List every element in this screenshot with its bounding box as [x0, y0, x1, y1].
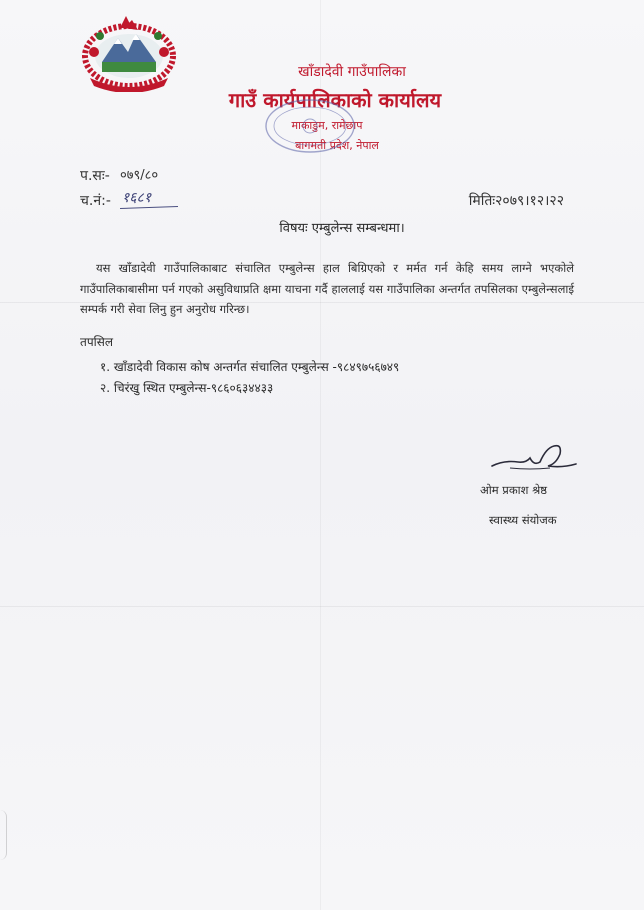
- dispatch-number-value: १६८१: [122, 190, 152, 206]
- office-stamp-icon: [262, 96, 358, 156]
- details-heading: तपसिल: [80, 335, 114, 349]
- signature-icon: [490, 440, 580, 476]
- office-province: बागमती प्रदेश, नेपाल: [295, 139, 379, 152]
- signatory-title: स्वास्थ्य संयोजक: [489, 513, 557, 527]
- letter-body: यस खाँडादेवी गाउँपालिकाबाट संचालित एम्बुलेन्स हाल बिग्रिएको र मर्मत गर्न केहि समय लाग्ने भएकोले गाउँपालिकाबासीमा पर्न गएको असुविधाप्रति क्षमा याचना गर्दै हाललाई यस गाउँपालिका अन्तर्गत तपसिलका एम्बुलेन्सलाई सम्पर्क गरी सेवा लिनु हुन अनुरोध गरिन्छ।: [80, 261, 574, 316]
- municipality-name: खाँडादेवी गाउँपालिका: [298, 64, 406, 80]
- letter-date: मितिः२०७९।१२।२२: [468, 193, 564, 209]
- page-edge-mark: [0, 810, 7, 860]
- fiscal-year-value: ०७९/८०: [120, 168, 159, 183]
- dispatch-number-label: च.नं:-: [80, 193, 111, 209]
- list-item: १. खाँडादेवी विकास कोष अन्तर्गत संचालित एम्बुलेन्स -९८४९७५६७४९: [100, 360, 400, 374]
- office-address: माकाडुम, रामेछाप: [291, 119, 363, 132]
- letter-subject: विषयः एम्बुलेन्स सम्बन्धमा।: [279, 221, 405, 236]
- fold-crease: [0, 606, 644, 607]
- list-item: २. चिरंखु स्थित एम्बुलेन्स-९८६०६३४४३३: [100, 381, 274, 395]
- signatory-name: ओम प्रकाश श्रेष्ठ: [480, 483, 548, 497]
- office-title: गाउँ कार्यपालिकाको कार्यालय: [228, 88, 442, 112]
- ambulance-contact-list: [100, 357, 399, 399]
- fiscal-year-label: प.सः-: [80, 168, 110, 184]
